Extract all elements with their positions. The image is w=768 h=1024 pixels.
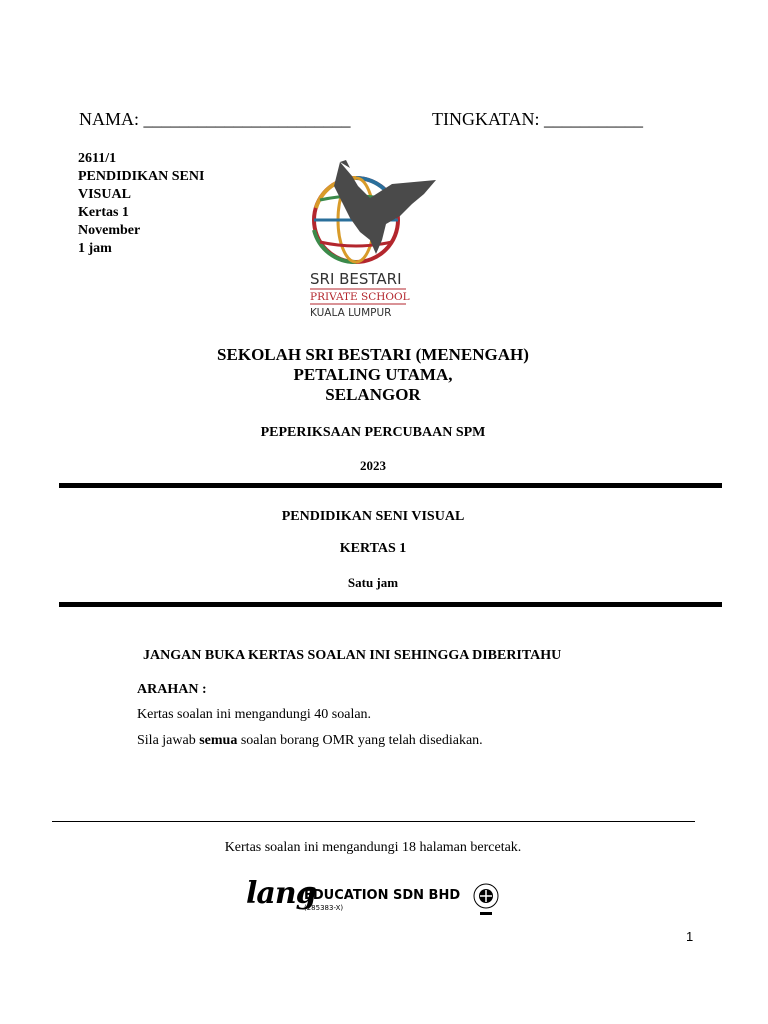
exam-name: PEPERIKSAAN PERCUBAAN SPM [260, 425, 486, 440]
logo-text-line3: KUALA LUMPUR [310, 307, 392, 319]
pages-note: Kertas soalan ini mengandungi 18 halaman bercetak. [224, 840, 522, 855]
paper-subject-line1: PENDIDIKAN SENI [78, 169, 205, 184]
school-name-line2: PETALING UTAMA, [293, 365, 453, 384]
form-field-label: TINGKATAN: ___________ [432, 109, 644, 129]
publisher-script: lang [246, 876, 316, 911]
instructions-heading: ARAHAN : [137, 682, 207, 697]
exam-year: 2023 [360, 458, 386, 473]
instruction-line2 [137, 733, 483, 749]
page-number: 1 [686, 929, 694, 944]
instruction-line2-bold: semua [199, 733, 238, 748]
school-name-line3: SELANGOR [325, 385, 421, 404]
warning-text: JANGAN BUKA KERTAS SOALAN INI SEHINGGA DIBERITAHU [143, 648, 562, 663]
footer-divider [52, 821, 695, 822]
paper-subject-line2: VISUAL [78, 187, 131, 202]
paper-code-block [78, 150, 204, 258]
subject-name: PENDIDIKAN SENI VISUAL [281, 509, 465, 524]
publisher-seal-icon [470, 880, 502, 920]
name-field-label: NAMA: _______________________ [79, 109, 351, 129]
paper-number: Kertas 1 [78, 205, 129, 220]
bottom-divider [59, 602, 722, 607]
subject-paper: KERTAS 1 [339, 541, 407, 556]
school-logo [300, 158, 450, 323]
paper-duration: 1 jam [78, 241, 112, 256]
publisher-logo [246, 876, 516, 922]
eagle-globe-icon [314, 160, 436, 262]
publisher-name: EDUCATION SDN BHD [304, 888, 461, 903]
top-divider [59, 483, 722, 488]
paper-code: 2611/1 [78, 151, 117, 166]
logo-text-line1: SRI BESTARI [310, 270, 402, 288]
publisher-reg: (285383-X) [304, 904, 344, 912]
instruction-line1: Kertas soalan ini mengandungi 40 soalan. [137, 707, 372, 722]
school-name-line1: SEKOLAH SRI BESTARI (MENENGAH) [217, 345, 529, 364]
paper-month: November [78, 223, 141, 238]
instruction-line2-post: soalan borang OMR yang telah disediakan. [237, 733, 483, 748]
school-name-block [0, 345, 746, 405]
instruction-line2-pre: Sila jawab [137, 733, 200, 748]
logo-text-line2: PRIVATE SCHOOL [310, 291, 410, 303]
subject-duration: Satu jam [347, 575, 399, 590]
